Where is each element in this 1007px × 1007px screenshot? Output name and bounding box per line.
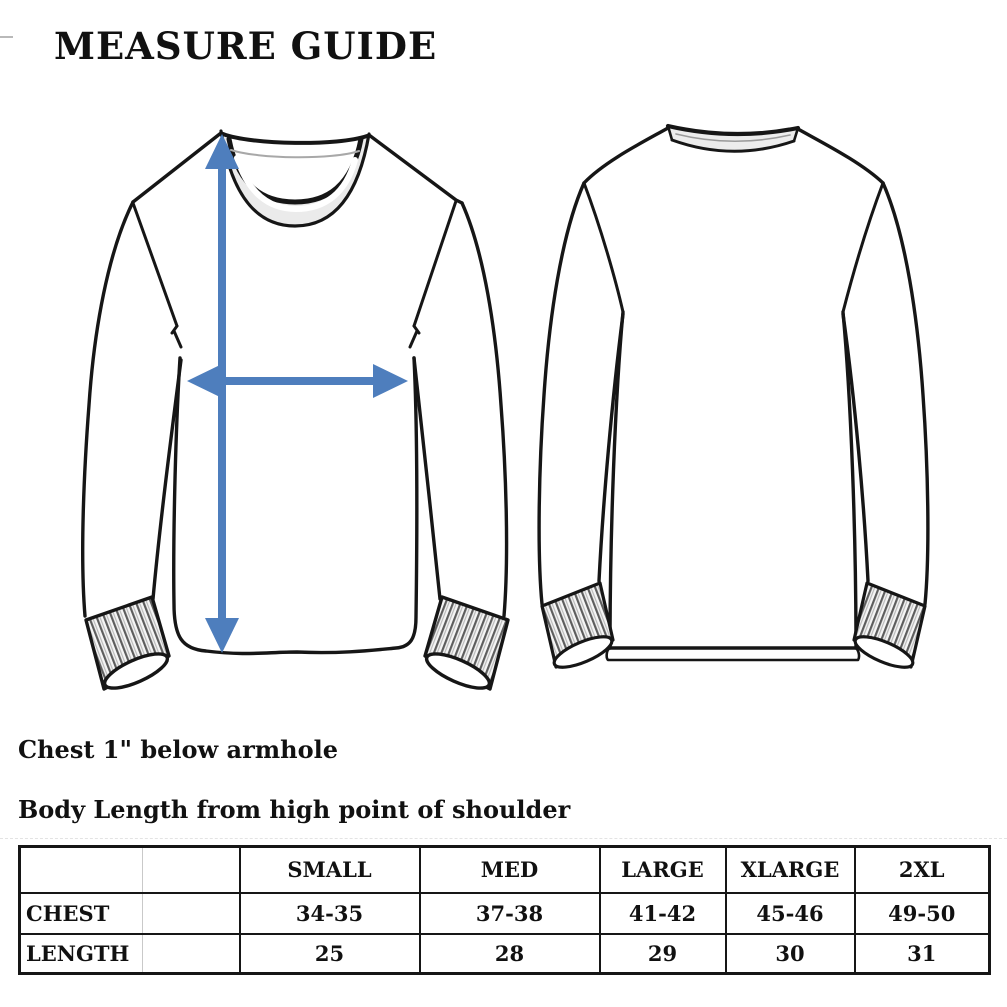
front-sleeves — [83, 202, 507, 616]
arrow-head-right-icon — [373, 364, 408, 398]
size-table — [18, 845, 991, 975]
row-label-chest: CHEST — [20, 893, 143, 934]
front-shoulder-right — [369, 135, 462, 203]
cell-length-small: 25 — [240, 934, 420, 974]
front-cuff-right — [422, 597, 508, 695]
back-shoulder-left — [584, 128, 668, 183]
cell-length-xlarge: 30 — [726, 934, 855, 974]
back-body — [607, 312, 859, 660]
chest-width-arrow — [187, 364, 408, 398]
size-table-length-row — [20, 934, 990, 974]
arrow-head-left-icon — [187, 364, 222, 398]
cell-chest-2xl: 49-50 — [855, 893, 990, 934]
back-cuff-right — [852, 583, 925, 673]
front-collar-icon — [221, 131, 369, 226]
col-header-2xl: 2XL — [855, 847, 990, 893]
cell-length-med: 28 — [420, 934, 600, 974]
note-body-length-measure: Body Length from high point of shoulder — [18, 795, 571, 824]
shirt-back-diagram — [539, 126, 928, 673]
col-header-small: SMALL — [240, 847, 420, 893]
size-table-corner-cell-b — [143, 847, 240, 893]
row-label-chest-b — [143, 893, 240, 934]
cell-chest-small: 34-35 — [240, 893, 420, 934]
back-collar-icon — [668, 126, 798, 151]
col-header-large: LARGE — [600, 847, 726, 893]
cell-length-large: 29 — [600, 934, 726, 974]
note-chest-measure: Chest 1" below armhole — [18, 735, 338, 764]
col-header-med: MED — [420, 847, 600, 893]
back-armhole-seams — [584, 183, 883, 312]
cell-chest-med: 37-38 — [420, 893, 600, 934]
front-cuff-left — [86, 597, 172, 695]
gridline-artifact — [0, 838, 1007, 839]
shirt-front-diagram — [83, 131, 508, 695]
size-table-chest-row — [20, 893, 990, 934]
back-sleeves — [539, 183, 928, 604]
col-header-xlarge: XLARGE — [726, 847, 855, 893]
page-title: MEASURE GUIDE — [54, 24, 438, 68]
back-shoulder-right — [798, 129, 883, 183]
back-cuff-left — [542, 583, 615, 673]
front-body — [174, 358, 417, 654]
cell-chest-xlarge: 45-46 — [726, 893, 855, 934]
row-label-length-b — [143, 934, 240, 974]
cell-length-2xl: 31 — [855, 934, 990, 974]
size-table-corner-cell — [20, 847, 143, 893]
row-label-length: LENGTH — [20, 934, 143, 974]
cell-chest-large: 41-42 — [600, 893, 726, 934]
arrow-head-down-icon — [205, 618, 239, 653]
size-table-header-row — [20, 847, 990, 893]
